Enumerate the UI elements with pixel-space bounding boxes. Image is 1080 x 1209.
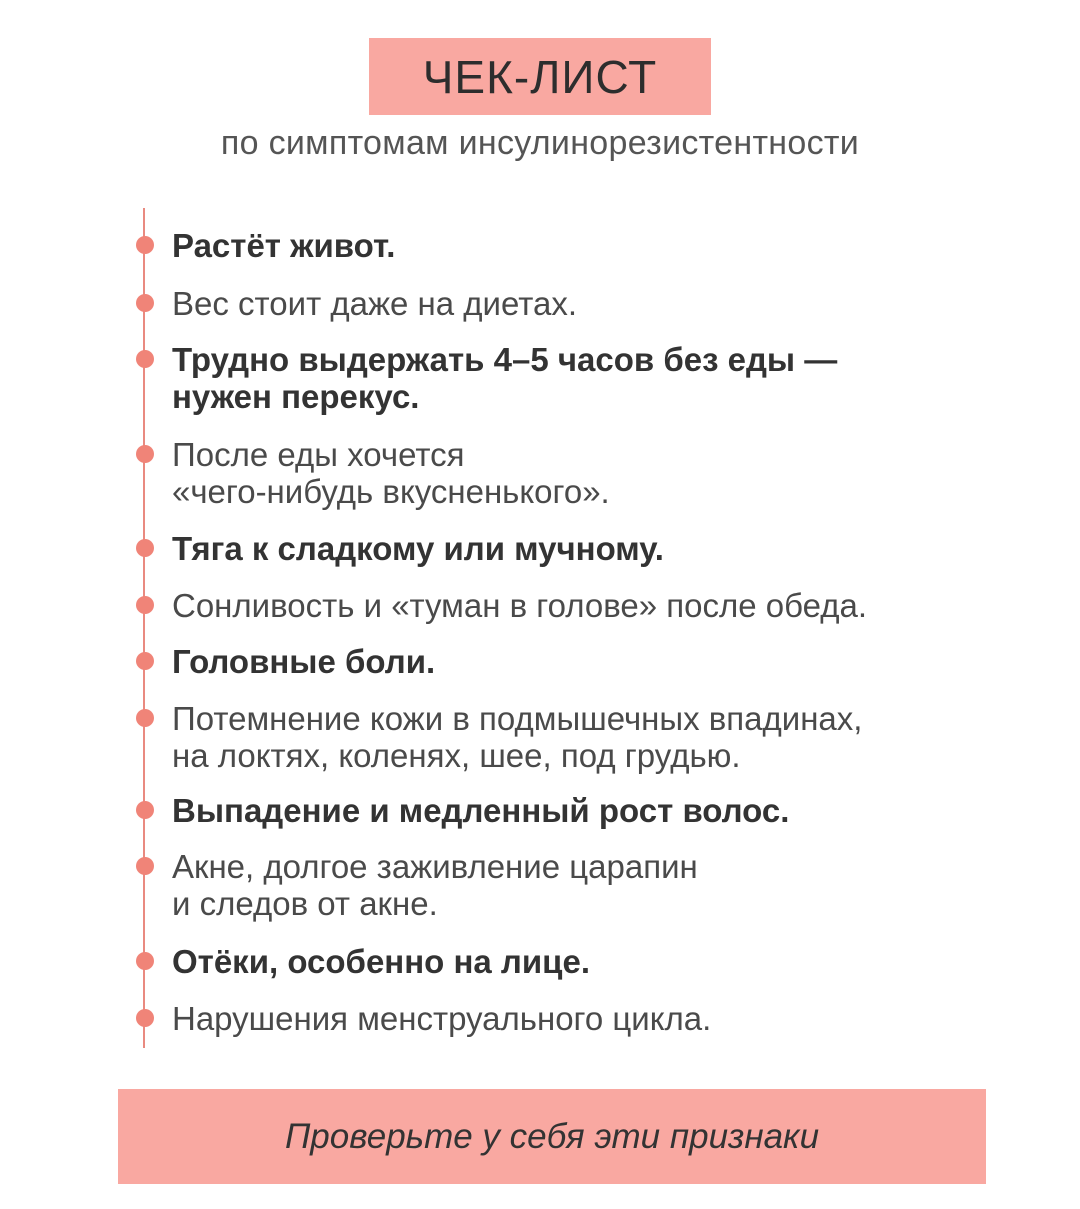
- bullet-icon: [136, 709, 154, 727]
- bullet-icon: [136, 445, 154, 463]
- checklist-item: [172, 943, 1032, 980]
- bullet-icon: [136, 350, 154, 368]
- item-line: Тяга к сладкому или мучному.: [172, 530, 664, 567]
- item-line: Выпадение и медленный рост волос.: [172, 792, 790, 829]
- item-line: Вес стоит даже на диетах.: [172, 285, 578, 322]
- item-line: Отёки, особенно на лице.: [172, 943, 590, 980]
- checklist-item: [172, 1000, 1032, 1037]
- checklist-item: [172, 643, 1032, 680]
- item-line: на локтях, коленях, шее, под грудью.: [172, 737, 741, 774]
- checklist-item: [172, 341, 1032, 415]
- page-subtitle: по симптомам инсулинорезистентности: [220, 124, 860, 162]
- item-line: Потемнение кожи в подмышечных впадинах,: [172, 700, 863, 737]
- checklist-item: [172, 587, 1032, 624]
- bullet-icon: [136, 801, 154, 819]
- item-line: Растёт живот.: [172, 227, 396, 264]
- item-line: Головные боли.: [172, 643, 436, 680]
- item-line: Нарушения менструального цикла.: [172, 1000, 712, 1037]
- checklist-item: [172, 792, 1032, 829]
- page-title: ЧЕК-ЛИСТ: [422, 50, 658, 103]
- footer-text: Проверьте у себя эти признаки: [284, 1116, 820, 1156]
- item-line: После еды хочется: [172, 436, 465, 473]
- checklist-item: [172, 530, 1032, 567]
- bullet-icon: [136, 596, 154, 614]
- checklist-item: [172, 700, 1032, 774]
- item-line: Сонливость и «туман в голове» после обеда.: [172, 587, 868, 624]
- bullet-icon: [136, 294, 154, 312]
- item-line: «чего-нибудь вкусненького».: [172, 473, 610, 510]
- checklist-item: [172, 436, 1032, 510]
- bullet-icon: [136, 236, 154, 254]
- checklist-item: [172, 227, 1032, 264]
- item-line: Трудно выдержать 4–5 часов без еды —: [172, 341, 838, 378]
- bullet-icon: [136, 857, 154, 875]
- checklist-item: [172, 285, 1032, 322]
- checklist-item: [172, 848, 1032, 922]
- bullet-icon: [136, 1009, 154, 1027]
- title-banner: [369, 38, 711, 115]
- bullet-icon: [136, 952, 154, 970]
- item-line: Акне, долгое заживление царапин: [172, 848, 698, 885]
- item-line: нужен перекус.: [172, 378, 420, 415]
- timeline-line: [143, 208, 145, 1048]
- bullet-icon: [136, 652, 154, 670]
- item-line: и следов от акне.: [172, 885, 438, 922]
- footer-banner: [118, 1089, 986, 1184]
- bullet-icon: [136, 539, 154, 557]
